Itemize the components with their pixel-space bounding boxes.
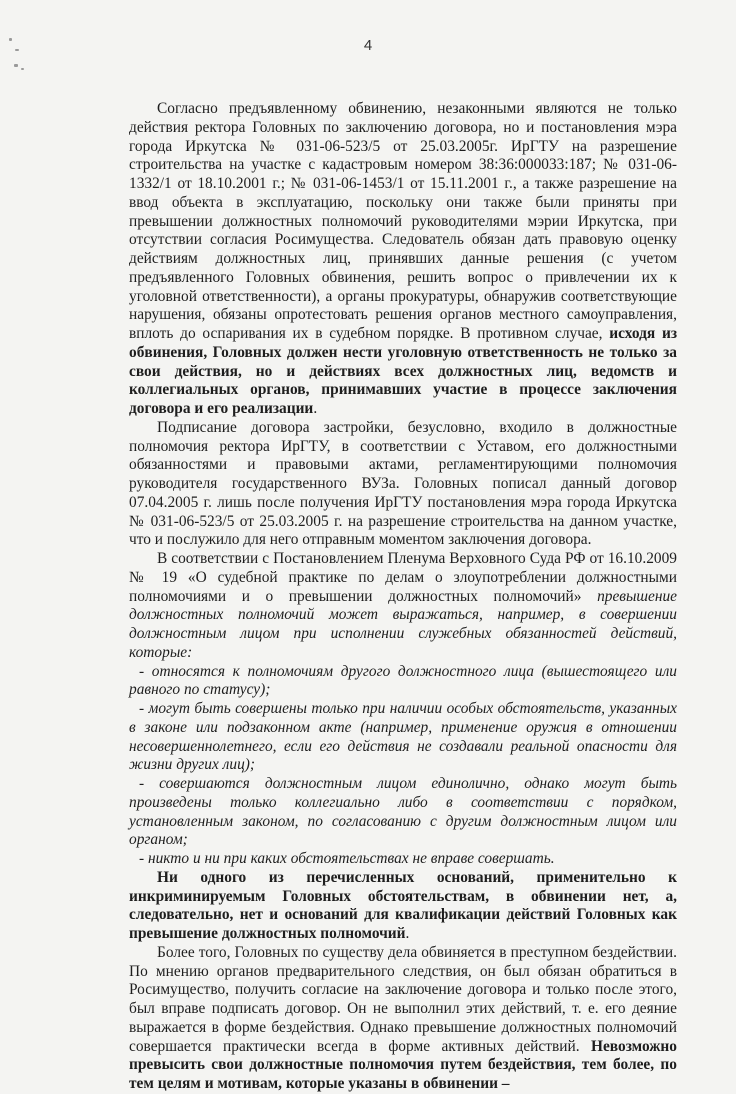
paragraph bbox=[129, 100, 677, 419]
text-run: В соответствии с Постановлением Пленума Верховного Суда РФ от 16.10.2009 № 19 «О судебной практике по делам о злоупотреблении должностными полномочиями и о превышении должностных полномочий» bbox=[129, 550, 677, 605]
text-run: . bbox=[313, 400, 318, 417]
text-run: Подписание договора застройки, безусловно, входило в должностные полномочия ректора ИрГТУ, в соответствии с Уставом, его должностными обязанностями и правовыми актами, регламентирующими полномочия руководителя государственного ВУЗа. Головных пописал данный договор 07.04.2005 г. лишь после получения ИрГТУ постановления мэра города Иркутска № 031-06-523/5 от 25.03.2005 г. на разрешение строительства на данном участке, что и послужило для него отправным моментом заключения договора. bbox=[129, 418, 677, 549]
text-run: Более того, Головных по существу дела обвиняется в преступном бездействии. По мнению органов предварительного следствия, он был обязан обратиться в Росимущество, получить согласие на заключение договора и только после этого, был вправе подписать договор. Он не выполнил этих действий, т. е. его деяние выражается в форме бездействия. Однако превышение должностных полномочий совершается практически всегда в форме активных действий. bbox=[129, 943, 677, 1055]
paragraph bbox=[129, 550, 677, 663]
page-number: 4 bbox=[363, 37, 373, 54]
list-item bbox=[129, 775, 677, 850]
text-run: . bbox=[405, 925, 410, 942]
list-item bbox=[129, 850, 677, 869]
italic-text: - совершаются должностным лицом единолично, однако могут быть произведены только коллегиально либо в соответствии с порядком, установленным законом, по согласованию с другим должностным лицом или органом; bbox=[129, 775, 677, 849]
list-item bbox=[129, 700, 677, 775]
paragraph bbox=[129, 419, 677, 550]
italic-text: превышение должностных полномочий может выражаться, например, в совершении должностным лицом при исполнении служебных обязанностей действий, которые: bbox=[129, 587, 677, 661]
italic-text: - могут быть совершены только при наличии особых обстоятельств, указанных в законе или подзаконном акте (например, применение оружия в отношении несовершеннолетнего, если его действия не создавали реальной опасности для жизни других лиц); bbox=[129, 700, 677, 774]
bold-text: исходя из обвинения, Головных должен нести уголовную ответственность не только за свои действия, но и действиях всех должностных лиц, ведомств и коллегиальных органов, принимавших участие в процессе заключения договора и его реализации bbox=[129, 325, 677, 417]
italic-text: - никто и ни при каких обстоятельствах не вправе совершать. bbox=[139, 850, 555, 867]
scan-speck bbox=[14, 64, 18, 67]
document-body bbox=[129, 100, 677, 1094]
scan-speck bbox=[21, 68, 24, 70]
bold-text: Невозможно превысить свои должностные полномочия путем бездействия, тем более, по тем целям и мотивам, которые указаны в обвинении – bbox=[129, 1037, 677, 1092]
paragraph bbox=[129, 869, 677, 944]
bold-text: Ни одного из перечисленных оснований, применительно к инкриминируемым Головных обстоятельствам, в обвинении нет, а, следовательно, нет и оснований для квалификации действий Головных как превышение должностных полномочий bbox=[129, 868, 677, 942]
italic-text: - относятся к полномочиям другого должностного лица (вышестоящего или равного по статусу); bbox=[129, 662, 677, 699]
paragraph bbox=[129, 944, 677, 1094]
list-item bbox=[129, 663, 677, 701]
text-run: Согласно предъявленному обвинению, незаконными являются не только действия ректора Головных по заключению договора, но и постановления мэра города Иркутска № 031-06-523/5 от 25.03.2005г. ИрГТУ на разрешение строительства на участке с кадастровым номером 38:36:000033:187; № 031-06-1332/1 от 18.10.2001 г.; № 031-06-1453/1 от 15.11.2001 г., а также разрешение на ввод объекта в эксплуатацию, поскольку они также были приняты при превышении должностных полномочий руководителями мэрии Иркутска, при отсутствии согласия Росимущества. Следователь обязан дать правовую оценку действиям должностных лиц, принявших данные решения (с учетом предъявленного Головных обвинения, решить вопрос о привлечении их к уголовной ответственности), а органы прокуратуры, обнаружив соответствующие нарушения, обязаны опротестовать решения органов местного самоуправления, вплоть до оспаривания их в судебном порядке. В противном случае, bbox=[129, 100, 677, 342]
